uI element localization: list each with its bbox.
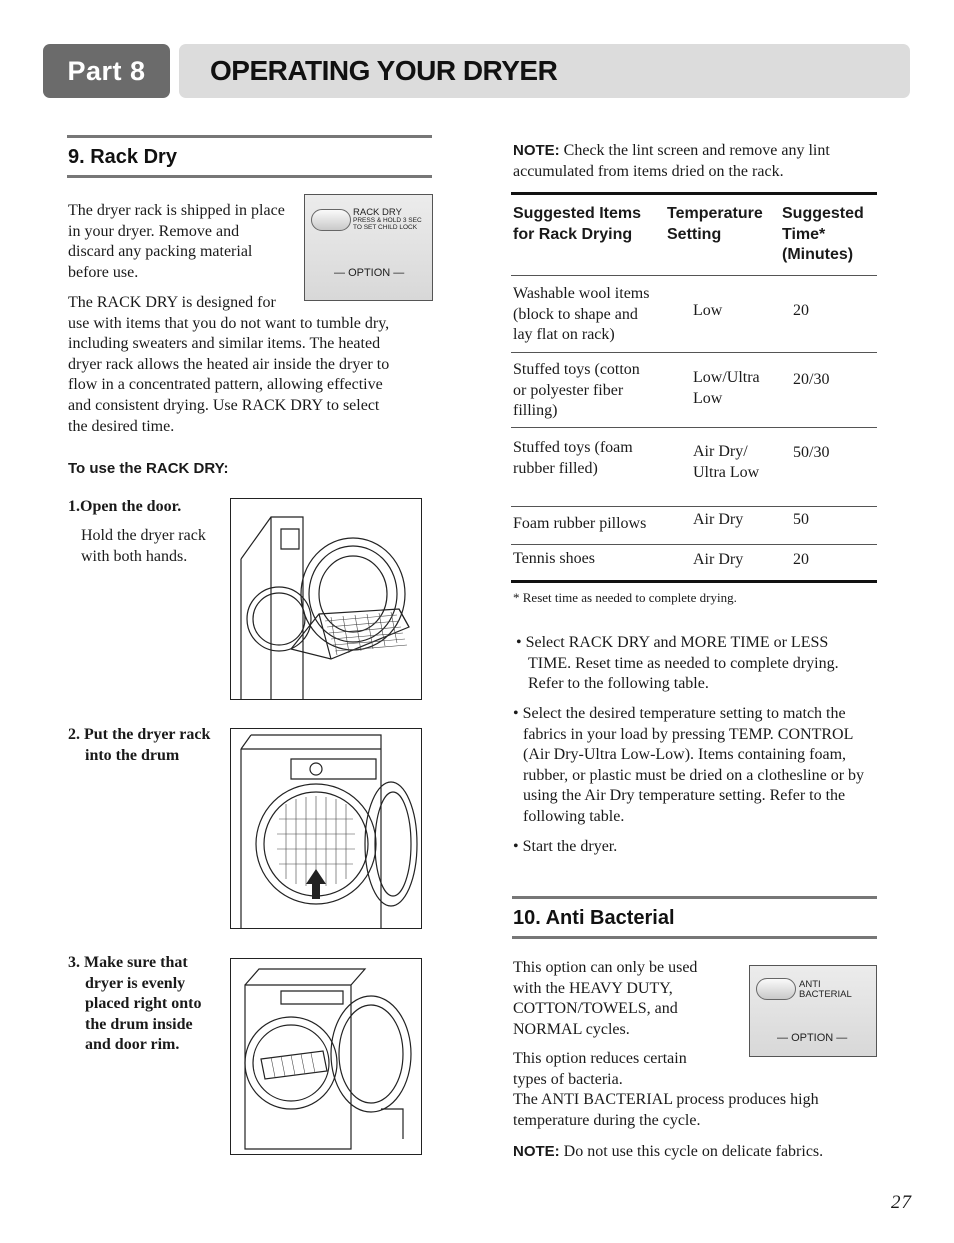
table-header-time (782, 204, 864, 266)
table-header-items (513, 204, 641, 245)
section-heading-anti-bacterial (512, 896, 877, 939)
table-cell-time: 20 (793, 551, 809, 568)
cell-line: Low (693, 389, 723, 407)
section-heading-rack-dry (67, 135, 432, 178)
text-line: Hold the dryer rack (81, 527, 206, 544)
rack-dry-subheading: To use the RACK DRY: (68, 460, 229, 477)
step2-title (68, 725, 228, 766)
table-cell-temp (693, 442, 759, 483)
text-line: with both hands. (81, 547, 188, 565)
page-title: OPERATING YOUR DRYER (179, 44, 910, 98)
table-divider (511, 544, 877, 545)
dryer-rack-placed-drawing (231, 959, 422, 1155)
anti-bacterial-intro (513, 958, 743, 1040)
table-divider (511, 506, 877, 507)
table-cell-time: 20/30 (793, 371, 830, 388)
table-cell-temp: Low (693, 302, 723, 319)
text-line: Refer to the following table. (528, 675, 709, 693)
cell-line: Air Dry/ (693, 443, 748, 460)
rack-dry-option-panel (304, 194, 433, 301)
text-line: • Select the desired temperature setting to match the (513, 705, 846, 722)
text-line: The dryer rack is shipped in place (68, 202, 285, 219)
panel-label: ANTI (799, 979, 821, 990)
note-text: Do not use this cycle on delicate fabrics. (563, 1143, 824, 1160)
table-cell-temp (693, 368, 760, 409)
bullet-item (513, 704, 898, 828)
text-line: temperature during the cycle. (513, 1111, 701, 1129)
heading-title: 9. Rack Dry (68, 146, 177, 168)
text-line: using the Air Dry temperature setting. Refer to the (523, 787, 846, 805)
rack-dry-description (68, 293, 428, 437)
note-label: NOTE: (513, 1143, 560, 1160)
text-line: dryer rack allows the heated air inside the dryer to (68, 355, 390, 373)
anti-bacterial-button-icon (756, 978, 796, 1000)
heading-bottom-rule (67, 175, 432, 178)
cell-line: (block to shape and (513, 305, 638, 323)
table-divider (511, 275, 877, 276)
option-label: — OPTION — (777, 1032, 848, 1044)
text-line: and door rim. (85, 1036, 180, 1054)
table-cell-item: Tennis shoes (513, 550, 595, 567)
cell-line: or polyester fiber (513, 381, 624, 399)
text-line: (Air Dry-Ultra Low-Low). Items containing foam, (523, 746, 847, 764)
option-text: OPTION (791, 1032, 834, 1044)
step1-body (81, 526, 226, 567)
text-line: This option can only be used (513, 959, 698, 976)
table-cell-temp: Air Dry (693, 511, 744, 528)
step1-title: 1.Open the door. (68, 498, 182, 515)
rack-dry-button-icon (311, 209, 351, 231)
table-divider (511, 352, 877, 353)
text-line: • Start the dryer. (513, 838, 618, 855)
text-line: NORMAL cycles. (513, 1020, 630, 1038)
cell-line: Ultra Low (693, 463, 760, 481)
open-door-illustration (230, 498, 422, 700)
table-cell-time: 50/30 (793, 444, 830, 461)
heading-bottom-rule (512, 936, 877, 939)
bullet-item (513, 837, 617, 858)
text-line: into the drum (85, 746, 180, 764)
text-line: The RACK DRY is designed for (68, 294, 276, 311)
note-lint-screen (513, 141, 883, 182)
header-line: Time* (782, 225, 826, 243)
text-line: rubber, or plastic must be dried on a clothesline or by (523, 766, 865, 784)
table-cell-time: 50 (793, 511, 809, 528)
table-bottom-rule (511, 580, 877, 583)
insert-rack-illustration (230, 728, 422, 929)
table-cell-time: 20 (793, 302, 809, 319)
table-row (513, 284, 649, 346)
step3-title (68, 953, 228, 1056)
text-line: following table. (523, 807, 625, 825)
text-line: the desired time. (68, 417, 175, 435)
text-line: in your dryer. Remove and (68, 222, 240, 240)
table-top-rule (511, 192, 877, 195)
cell-line: Low/Ultra (693, 369, 760, 386)
option-label: — OPTION — (334, 267, 405, 279)
header-line: Suggested Items (513, 205, 642, 222)
text-line: The ANTI BACTERIAL process produces high (513, 1091, 819, 1109)
text-line: the drum inside (85, 1015, 193, 1033)
heading-title: 10. Anti Bacterial (513, 907, 675, 929)
anti-bacterial-option-panel (749, 965, 877, 1057)
table-row (513, 438, 633, 479)
table-header-temperature (667, 204, 763, 245)
text-line: dryer is evenly (85, 974, 186, 992)
header-line: Temperature (667, 205, 763, 222)
text-line: and consistent drying. Use RACK DRY to select (68, 396, 380, 414)
panel-label: RACK DRY (353, 207, 402, 218)
header-line: for Rack Drying (513, 225, 633, 243)
cell-line: Washable wool items (513, 285, 650, 302)
anti-bacterial-description (513, 1049, 893, 1131)
cell-line: lay flat on rack) (513, 326, 615, 344)
dryer-insert-rack-drawing (231, 729, 422, 929)
cell-line: filling) (513, 402, 558, 420)
text-line: accumulated from items dried on the rack. (513, 162, 784, 180)
anti-bacterial-note (513, 1142, 893, 1163)
note-label: NOTE: (513, 142, 560, 159)
text-line: This option reduces certain (513, 1050, 687, 1067)
panel-label: TO SET CHILD LOCK (353, 224, 418, 231)
panel-label: PRESS & HOLD 3 SEC (353, 217, 422, 224)
table-footnote: * Reset time as needed to complete drying. (513, 590, 737, 605)
text-line: before use. (68, 263, 139, 281)
panel-label: BACTERIAL (799, 989, 852, 1000)
rack-dry-intro (68, 201, 308, 283)
table-divider (511, 427, 877, 428)
header-line: (Minutes) (782, 246, 854, 263)
text-line: 2. Put the dryer rack (68, 726, 211, 743)
text-line: types of bacteria. (513, 1070, 623, 1088)
page-number: 27 (891, 1192, 912, 1213)
text-line: fabrics in your load by pressing TEMP. CONTROL (523, 725, 854, 743)
text-line: TIME. Reset time as needed to complete drying. (528, 654, 839, 672)
dryer-open-door-drawing (231, 499, 422, 700)
cell-line: Stuffed toys (cotton (513, 361, 640, 378)
table-cell-item: Foam rubber pillows (513, 515, 647, 532)
text-line: discard any packing material (68, 243, 253, 261)
text-line: • Select RACK DRY and MORE TIME or LESS (516, 634, 829, 651)
text-line: 3. Make sure that (68, 954, 188, 971)
text-line: Check the lint screen and remove any lint (563, 142, 830, 159)
table-row (513, 360, 640, 422)
part-tab: Part 8 (43, 44, 170, 98)
rack-placed-illustration (230, 958, 422, 1155)
header-line: Suggested (782, 205, 864, 222)
option-text: OPTION (348, 267, 391, 279)
text-line: use with items that you do not want to tumble dry, (68, 314, 390, 332)
bullet-item (516, 633, 896, 695)
text-line: flow in a concentrated pattern, allowing effective (68, 376, 383, 394)
text-line: placed right onto (85, 995, 202, 1013)
header-line: Setting (667, 225, 722, 243)
cell-line: rubber filled) (513, 459, 598, 477)
text-line: including sweaters and similar items. The heated (68, 335, 381, 353)
table-cell-temp: Air Dry (693, 551, 744, 568)
cell-line: Stuffed toys (foam (513, 439, 633, 456)
text-line: COTTON/TOWELS, and (513, 1000, 678, 1018)
text-line: with the HEAVY DUTY, (513, 979, 673, 997)
